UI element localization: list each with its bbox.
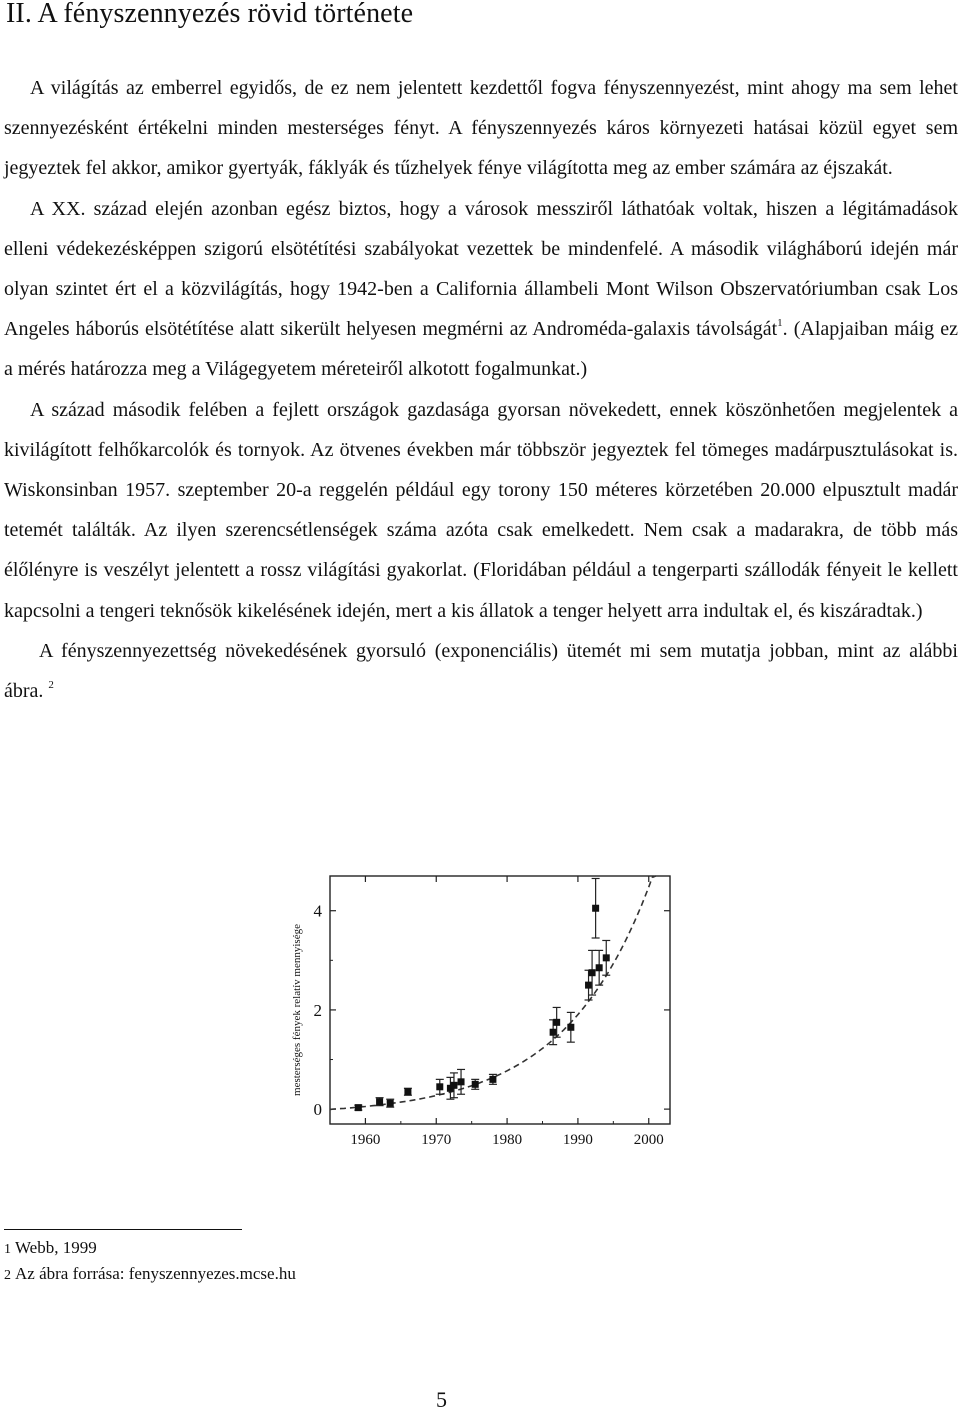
paragraph-2-text-end: . (Alapjaiban máig ez a mérés határozza meg a Világegyetem méreteiről alkotott fogalmunkat.) [4, 318, 958, 381]
footnote-ref-1[interactable]: 1 [777, 317, 783, 330]
data-point [404, 1088, 411, 1095]
footnote-1-number: 1 [4, 1242, 11, 1257]
y-tick-label: 2 [313, 1000, 322, 1020]
data-point [567, 1024, 574, 1031]
footnotes [4, 1236, 296, 1288]
data-point [436, 1083, 443, 1090]
data-point [592, 905, 599, 912]
chart-svg [282, 862, 682, 1154]
data-point [553, 1019, 560, 1026]
data-point [585, 982, 592, 989]
data-point [387, 1100, 394, 1107]
footnote-2 [4, 1262, 296, 1288]
body-text [4, 68, 958, 711]
page-number: 5 [436, 1387, 447, 1412]
data-point [450, 1082, 457, 1089]
paragraph-2-text: A XX. század elején azonban egész biztos, hogy a városok messziről láthatóak voltak, hiszen a légitámadások elleni védekezésképpen szigorú elsötétítési szabályokat vezettek be mindenfelé. A második világháború idején már olyan szintet ért el a közvilágítás, hogy 1942-ben a California állambeli Mont Wilson Obszervatóriumban csak Los Angeles háborús elsötétítése alatt sikerült helyesen megmérni az Androméda-galaxis távolságát [4, 197, 958, 341]
light-growth-chart [282, 862, 682, 1154]
data-point [376, 1098, 383, 1105]
x-tick-label: 2000 [633, 1132, 664, 1148]
footnote-1 [4, 1236, 296, 1262]
x-tick-label: 1970 [421, 1132, 452, 1148]
x-tick-label: 1990 [562, 1132, 593, 1148]
data-point [472, 1081, 479, 1088]
footnote-2-number: 2 [4, 1268, 11, 1283]
footnote-2-text: Az ábra forrása: fenyszennyezes.mcse.hu [15, 1264, 296, 1283]
data-point [355, 1104, 362, 1111]
paragraph-4 [4, 631, 958, 711]
paragraph-4-text: A fényszennyezettség növekedésének gyorsuló (exponenciális) ütemét mi sem mutatja jobban, mint az alábbi ábra. [4, 639, 958, 703]
data-point [550, 1029, 557, 1036]
data-point [596, 964, 603, 971]
section-heading: II. A fényszennyezés rövid története [6, 0, 414, 29]
x-tick-label: 1980 [492, 1132, 523, 1148]
footnote-separator [4, 1229, 242, 1230]
data-point [589, 969, 596, 976]
y-axis-label: mesterséges fények relatív mennyisége [291, 924, 303, 1096]
data-point [489, 1076, 496, 1083]
paragraph-3: A század második felében a fejlett országok gazdasága gyorsan növekedett, ennek köszönhetően megjelentek a kivilágított felhőkarcolók és tornyok. Az ötvenes években már többször jegyeztek fel tömeges madárpusztulásokat is. Wiskonsinban 1957. szeptember 20-a reggelén például egy torony 150 méteres körzetében 20.000 elpusztult madár tetemét találták. Az ilyen szerencsétlenségek száma azóta csak emelkedett. Nem csak a madarakra, de több más élőlényre is veszélyt jelentett a rossz világítási gyakorlat. (Floridában például a tengerparti szállodák fényeit le kellett kapcsolni a tengeri teknősök kikelésének idején, mert a kis állatok a tenger helyett arra indultak el, és kiszáradtak.) [4, 398, 958, 622]
plot-frame [330, 876, 670, 1124]
footnote-ref-2[interactable]: 2 [48, 679, 54, 692]
y-tick-label: 4 [313, 901, 322, 921]
x-tick-label: 1960 [350, 1132, 381, 1148]
y-tick-label: 0 [313, 1100, 322, 1120]
paragraph-1: A világítás az emberrel egyidős, de ez nem jelentett kezdettől fogva fényszennyezést, mint ahogy ma sem lehet szennyezésként értékelni minden mesterséges fényt. A fényszennyezés káros környezeti hatásai közül egyet sem jegyeztek fel akkor, amikor gyertyák, fáklyák és tűzhelyek fénye világította meg az ember számára az éjszakát. [4, 77, 958, 180]
paragraph-2 [4, 189, 958, 390]
data-point [458, 1078, 465, 1085]
footnote-1-text: Webb, 1999 [15, 1238, 97, 1257]
data-point [603, 954, 610, 961]
